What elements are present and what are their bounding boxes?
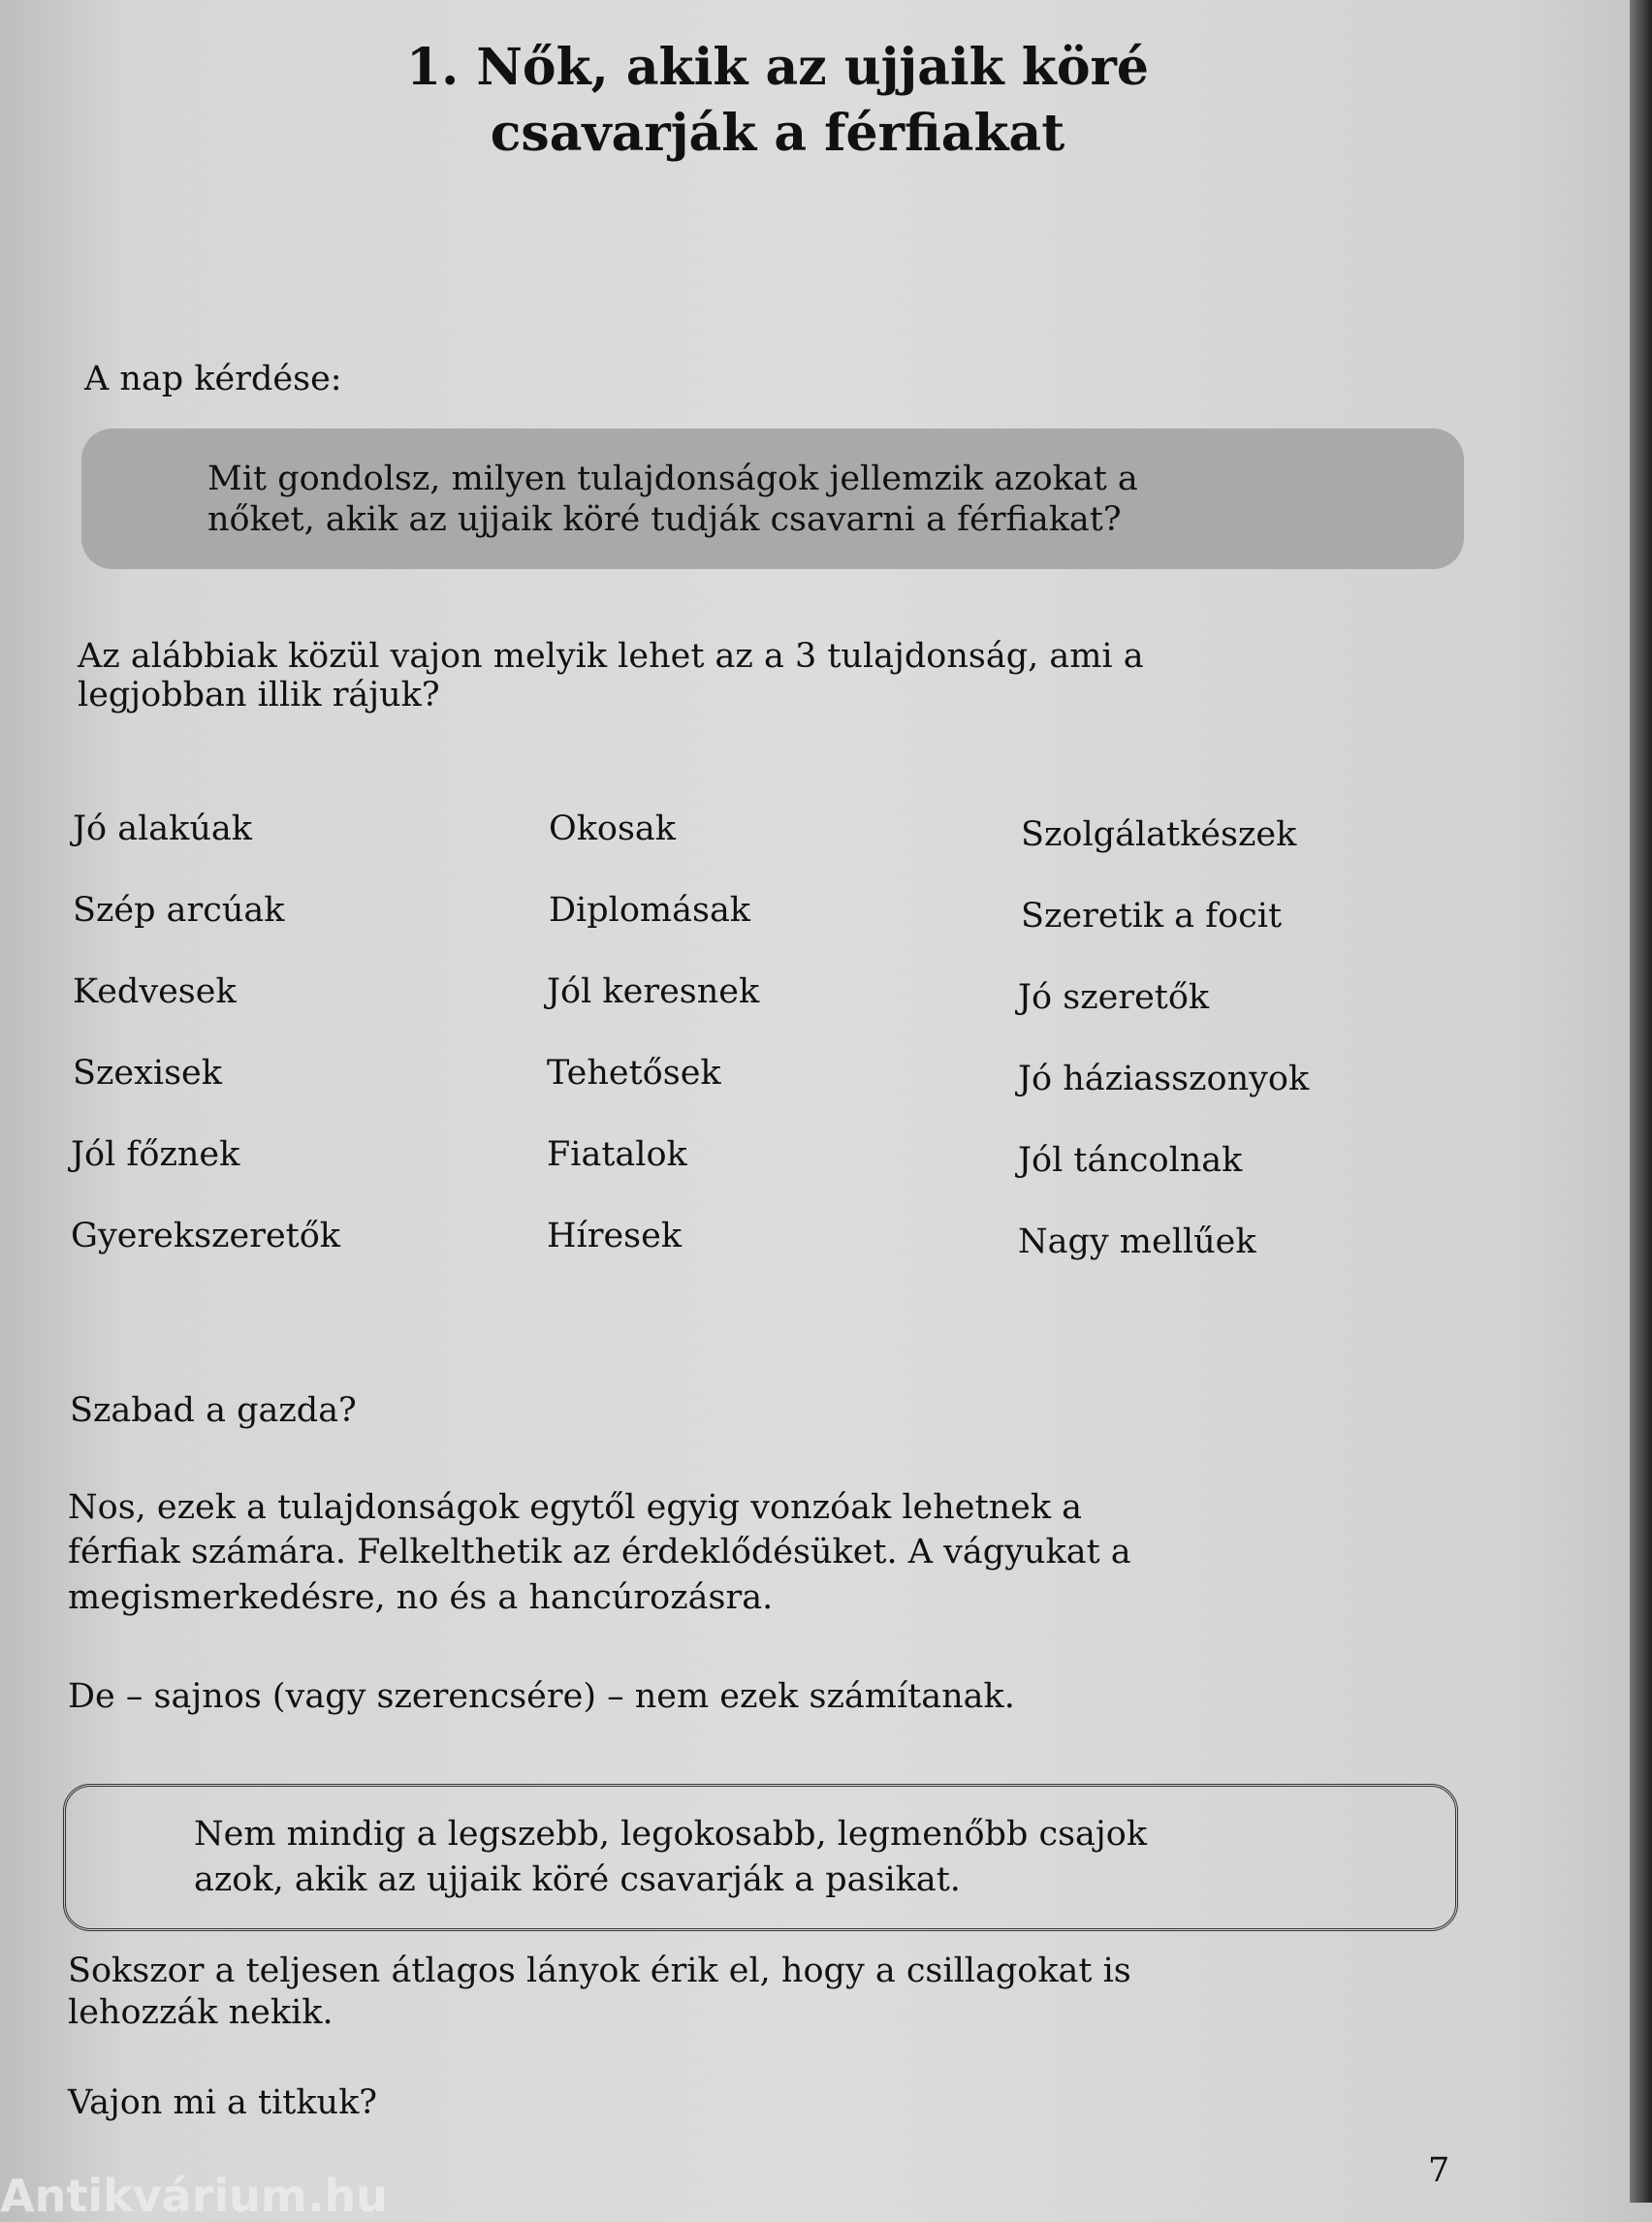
trait: Jól keresnek [547, 972, 760, 1011]
trait: Jól főznek [71, 1135, 240, 1174]
trait: Okosak [549, 809, 677, 848]
trait: Szolgálatkészek [1021, 815, 1297, 854]
watermark: Antikvárium.hu [0, 2170, 388, 2222]
book-spine-edge [1630, 0, 1652, 2203]
chapter-title-line-2: csavarják a férfiakat [490, 104, 1065, 163]
paragraph-5: Vajon mi a titkuk? [68, 2083, 378, 2122]
paragraph-3: De – sajnos (vagy szerencsére) – nem ezek számítanak. [68, 1677, 1015, 1716]
trait: Szexisek [73, 1054, 222, 1093]
question-line-1: Mit gondolsz, milyen tulajdonságok jellemzik azokat a [207, 460, 1138, 498]
paragraph-2-line-2: férfiak számára. Felkelthetik az érdeklődésüket. A vágyukat a [68, 1533, 1131, 1571]
highlight-line-1: Nem mindig a legszebb, legokosabb, legmenőbb csajok [194, 1815, 1148, 1854]
page-number: 7 [1428, 2151, 1450, 2190]
trait: Tehetősek [547, 1054, 721, 1093]
trait: Kedvesek [73, 972, 237, 1011]
trait: Diplomásak [549, 891, 751, 930]
trait: Gyerekszeretők [71, 1217, 341, 1255]
trait: Szép arcúak [73, 891, 285, 930]
question-line-2: nőket, akik az ujjaik köré tudják csavarni a férfiakat? [207, 500, 1122, 539]
prompt-line-2: legjobban illik rájuk? [78, 676, 440, 714]
trait: Szeretik a focit [1021, 897, 1283, 936]
trait: Fiatalok [547, 1135, 687, 1174]
highlight-line-2: azok, akik az ujjaik köré csavarják a pasikat. [194, 1860, 961, 1899]
paragraph-2-line-1: Nos, ezek a tulajdonságok egytől egyig vonzóak lehetnek a [68, 1488, 1083, 1527]
trait: Jól táncolnak [1018, 1141, 1243, 1180]
paragraph-1: Szabad a gazda? [70, 1391, 357, 1430]
trait: Jó háziasszonyok [1018, 1060, 1310, 1098]
prompt-line-1: Az alábbiak közül vajon melyik lehet az a 3 tulajdonság, ami a [78, 637, 1144, 676]
paragraph-2-line-3: megismerkedésre, no és a hancúrozásra. [68, 1578, 774, 1617]
paragraph-4-line-1: Sokszor a teljesen átlagos lányok érik el, hogy a csillagokat is [68, 1952, 1131, 1990]
question-label: A nap kérdése: [84, 360, 342, 398]
trait: Nagy mellűek [1018, 1222, 1256, 1261]
chapter-title-line-1: 1. Nők, akik az ujjaik köré [406, 38, 1149, 97]
paragraph-4-line-2: lehozzák nekik. [68, 1993, 334, 2032]
trait: Jó szeretők [1018, 978, 1210, 1017]
highlight-box [63, 1784, 1458, 1931]
trait: Híresek [547, 1217, 683, 1255]
trait: Jó alakúak [73, 809, 252, 848]
